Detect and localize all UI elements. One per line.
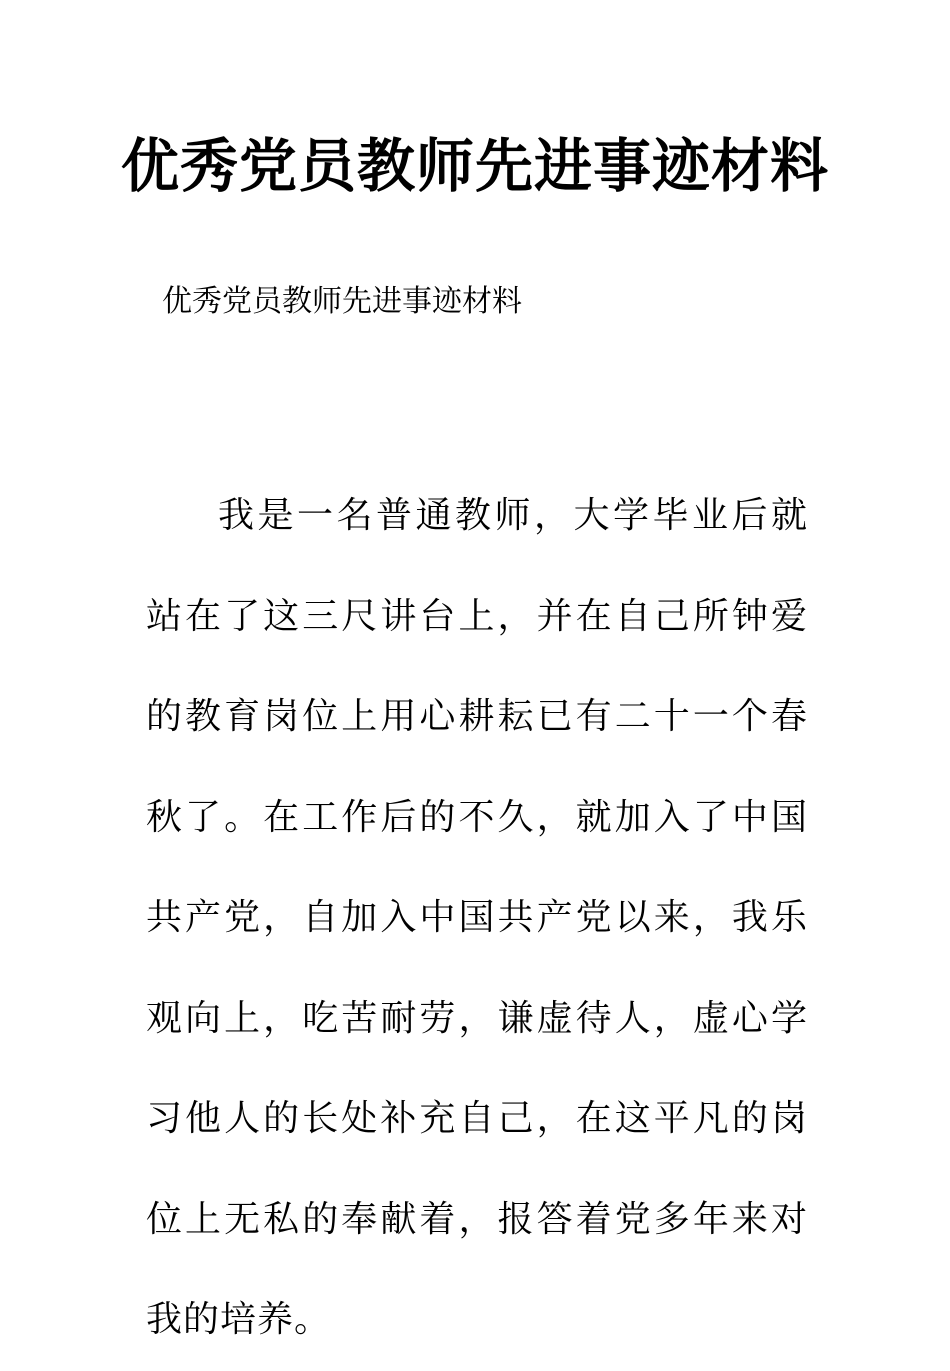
document-title: 优秀党员教师先进事迹材料 bbox=[120, 132, 829, 200]
document-subtitle: 优秀党员教师先进事迹材料 bbox=[162, 284, 522, 319]
body-paragraph: 我是一名普通教师，大学毕业后就站在了这三尺讲台上，并在自己所钟爱的教育岗位上用心耕耘已有二十一个春秋了。在工作后的不久，就加入了中国共产党，自加入中国共产党以来，我乐观向上，吃苦耐劳，谦虚待人，虚心学习他人的长处补充自己，在这平凡的岗位上无私的奉献着，报答着党多年来对我的培养。 bbox=[146, 495, 808, 1340]
